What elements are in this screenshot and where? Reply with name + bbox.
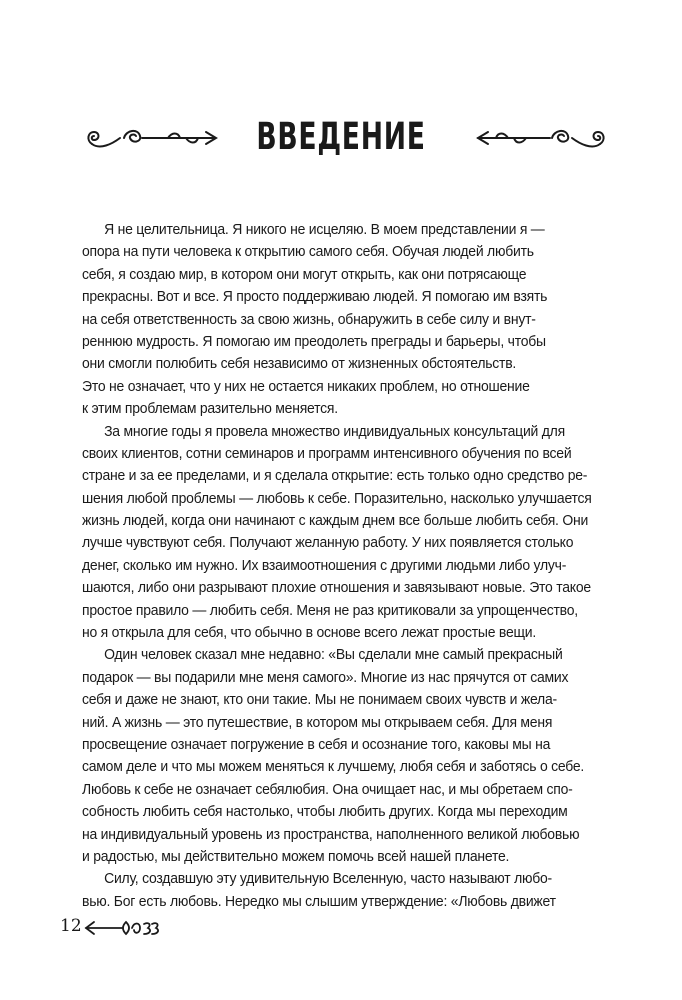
text-line: они смогли полюбить себя независимо от жизненных обстоятельств.	[82, 355, 517, 373]
text-line: самом деле и что мы можем меняться к лучшему, любя себя и заботясь о себе.	[82, 758, 585, 776]
text-line: собность любить себя настолько, чтобы любить других. Когда мы переходим	[82, 803, 568, 821]
text-line: опора на пути человека к открытию самого себя. Обучая людей любить	[82, 243, 534, 261]
text-line: на индивидуальный уровень из пространства, наполненного великой любовью	[82, 825, 580, 843]
text-line: но я открыла для себя, что обычно в основе всего лежат простые вещи.	[82, 624, 537, 642]
text-line: своих клиентов, сотни семинаров и программ интенсивного обучения по всей	[82, 444, 572, 462]
footer-arrow-ornament-icon	[82, 916, 162, 940]
text-line: себя, я создаю мир, в котором они могут открыть, как они потрясающе	[82, 265, 527, 283]
text-line: Это не означает, что у них не остается никаких проблем, но отношение	[82, 377, 530, 395]
text-line: и радостью, мы действительно можем помочь всей нашей планете.	[82, 847, 510, 865]
text-line: вью. Бог есть любовь. Нередко мы слышим утверждение: «Любовь движет	[82, 892, 556, 910]
page-number: 12	[60, 916, 82, 936]
text-line: Я не целительница. Я никого не исцеляю. В моем представлении я —	[104, 221, 545, 238]
text-line: шаются, либо они разрывают плохие отношения и завязывают новые. Это такое	[82, 579, 591, 597]
body-text	[82, 219, 622, 913]
text-line: простое правило — любить себя. Меня не раз критиковали за упрощенчество,	[82, 601, 578, 619]
text-line: Один человек сказал мне недавно: «Вы сделали мне самый прекрасный	[104, 646, 563, 664]
text-line: просвещение означает погружение в себя и осознание того, каковы мы на	[82, 735, 551, 753]
text-line: на себя ответственность за свою жизнь, обнаружить в себе силу и внут-	[82, 310, 536, 328]
text-line: За многие годы я провела множество индивидуальных консультаций для	[104, 422, 565, 440]
text-line: Силу, создавшую эту удивительную Вселенную, часто называют любо-	[104, 870, 552, 888]
text-line: себя и даже не знают, кто они такие. Мы не понимаем своих чувств и жела-	[82, 691, 557, 709]
page-title: ВВЕДЕНИЕ	[256, 115, 426, 158]
title-row	[0, 112, 682, 162]
text-line: стране и за ее пределами, и я сделала открытие: есть только одно средство ре-	[82, 467, 588, 485]
text-line: шения любой проблемы — любовь к себе. Поразительно, насколько улучшается	[82, 489, 592, 507]
text-line: ний. А жизнь — это путешествие, в котором мы открываем себя. Для меня	[82, 713, 553, 731]
text-line: лучше чувствуют себя. Получают желанную работу. У них появляется столько	[82, 534, 574, 552]
right-swirl-arrow-ornament-icon	[470, 120, 612, 156]
text-line: реннюю мудрость. Я помогаю им преодолеть преграды и барьеры, чтобы	[82, 332, 546, 350]
text-line: прекрасны. Вот и все. Я просто поддерживаю людей. Я помогаю им взять	[82, 288, 548, 306]
text-line: жизнь людей, когда они начинают с каждым днем все больше любить себя. Они	[82, 512, 589, 530]
text-line: к этим проблемам разительно меняется.	[82, 400, 338, 418]
text-line: Любовь к себе не означает себялюбия. Она очищает нас, и мы обретаем спо-	[82, 780, 573, 798]
text-line: денег, сколько им нужно. Их взаимоотношения с другими людьми либо улуч-	[82, 556, 567, 574]
text-line: подарок — вы подарили мне меня самого». Многие из нас прячутся от самих	[82, 668, 569, 686]
